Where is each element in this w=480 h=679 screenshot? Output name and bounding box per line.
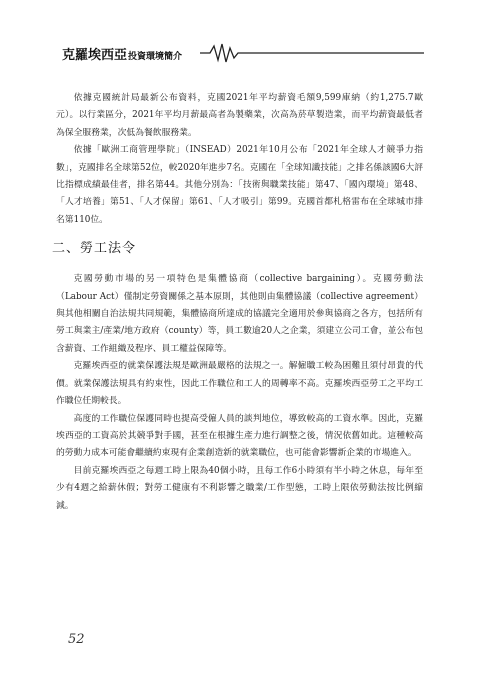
paragraph-working-hours: 目前克羅埃西亞之每週工時上限為40個小時，且每工作6小時須有半小時之休息，每年至少有4週之給薪休假；對勞工健康有不利影響之職業/工作型態，工時上限依勞動法按比例縮減。	[56, 465, 423, 511]
paragraph-talent-index: 依據「歐洲工商管理學院」（INSEAD）2021年10月公布「2021年全球人才競爭力指數」，克國排名全球第52位，較2020年進步7名。克國在「全球知識技能」之排名係該國6大評比指標成績最佳者，排名第44。其他分別為：「技術與職業技能」第47、「國內環境」第48、「人才培養」第51、「人才保留」第61、「人才吸引」第99。克國首都札格雷布在全球城市排名第110位。	[56, 145, 423, 225]
page-number: 52	[68, 632, 85, 647]
paragraph-salary: 依據克國統計局最新公布資料，克國2021年平均薪資毛額9,599庫納（約1,275.7歐元）。以行業區分，2021年平均月薪最高者為製藥業，次高為菸草製造業，而平均薪資最低者為保全服務業，次低為餐飲服務業。	[56, 93, 423, 138]
paragraph-wages: 高度的工作職位保護同時也提高受僱人員的談判地位，導致較高的工資水準。因此，克羅埃西亞的工資高於其競爭對手國，甚至在根據生產力進行調整之後，情況依舊如此。這種較高的勞動力成本可能會繼續約束現有企業創造新的就業職位，也可能會影響新企業的市場進入。	[56, 413, 423, 459]
section-heading: 二、勞工法令	[52, 241, 137, 257]
page-body	[52, 90, 423, 515]
header-title-main: 克羅埃西亞	[62, 48, 128, 63]
header-title-sub: 投資環境簡介	[128, 52, 183, 62]
heartbeat-line-icon	[200, 40, 424, 66]
header-title	[62, 44, 182, 63]
paragraph-collective-bargaining: 克國勞動市場的另一項特色是集體協商（collective bargaining）。克國勞動法（Labour Act）僅制定勞資關係之基本原則，其他則由集體協議（collective agreement）與其他相關自治法規共同規範，集體協商所達成的協議完全適用於參與協商之各方，包括所有勞工與業主/產業/地方政府（county）等，員工數逾20人之企業，須建立公司工會，並公布包含薪資、工作組織及程序、員工權益保障等。	[56, 274, 423, 354]
paragraph-employment-protection: 克羅埃西亞的就業保護法規是歐洲最嚴格的法規之一。解僱職工較為困難且須付昂貴的代價。就業保護法規具有約束性，因此工作職位和工人的周轉率不高。克羅埃西亞勞工之平均工作職位任期較長。	[56, 361, 423, 407]
running-header	[62, 40, 424, 66]
